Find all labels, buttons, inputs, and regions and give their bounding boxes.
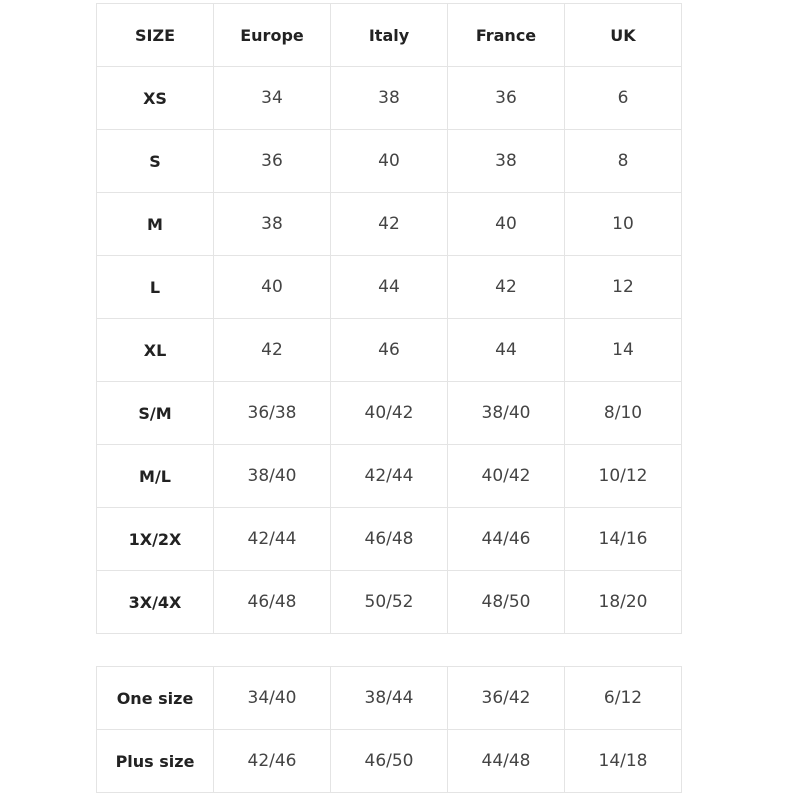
size-label: One size: [97, 667, 214, 730]
table-header-row: [97, 4, 682, 67]
uk-cell: 10/12: [565, 445, 682, 508]
uk-cell: 6: [565, 67, 682, 130]
france-cell: 38: [448, 130, 565, 193]
italy-cell: 42/44: [331, 445, 448, 508]
size-label: S/M: [97, 382, 214, 445]
size-label: 3X/4X: [97, 571, 214, 634]
uk-cell: 8/10: [565, 382, 682, 445]
table-row: [97, 508, 682, 571]
table-row: [97, 382, 682, 445]
europe-cell: 42: [214, 319, 331, 382]
france-cell: 42: [448, 256, 565, 319]
italy-cell: 50/52: [331, 571, 448, 634]
europe-cell: 42/46: [214, 730, 331, 793]
header-italy: Italy: [331, 4, 448, 67]
france-cell: 48/50: [448, 571, 565, 634]
france-cell: 36/42: [448, 667, 565, 730]
uk-cell: 6/12: [565, 667, 682, 730]
uk-cell: 8: [565, 130, 682, 193]
italy-cell: 42: [331, 193, 448, 256]
italy-cell: 40/42: [331, 382, 448, 445]
france-cell: 40: [448, 193, 565, 256]
europe-cell: 36/38: [214, 382, 331, 445]
table-row: [97, 571, 682, 634]
france-cell: 44/46: [448, 508, 565, 571]
europe-cell: 34/40: [214, 667, 331, 730]
italy-cell: 46/50: [331, 730, 448, 793]
uk-cell: 12: [565, 256, 682, 319]
size-label: XS: [97, 67, 214, 130]
italy-cell: 38: [331, 67, 448, 130]
italy-cell: 44: [331, 256, 448, 319]
france-cell: 36: [448, 67, 565, 130]
uk-cell: 14/16: [565, 508, 682, 571]
header-europe: Europe: [214, 4, 331, 67]
size-conversion-table: [96, 3, 682, 634]
size-label: 1X/2X: [97, 508, 214, 571]
europe-cell: 46/48: [214, 571, 331, 634]
italy-cell: 40: [331, 130, 448, 193]
europe-cell: 42/44: [214, 508, 331, 571]
size-label: S: [97, 130, 214, 193]
size-label: Plus size: [97, 730, 214, 793]
france-cell: 44/48: [448, 730, 565, 793]
table-row: [97, 730, 682, 793]
table-row: [97, 193, 682, 256]
table-row: [97, 256, 682, 319]
header-france: France: [448, 4, 565, 67]
uk-cell: 18/20: [565, 571, 682, 634]
france-cell: 40/42: [448, 445, 565, 508]
europe-cell: 38/40: [214, 445, 331, 508]
europe-cell: 40: [214, 256, 331, 319]
table-row: [97, 130, 682, 193]
table-row: [97, 445, 682, 508]
header-size: SIZE: [97, 4, 214, 67]
italy-cell: 46/48: [331, 508, 448, 571]
italy-cell: 38/44: [331, 667, 448, 730]
table-row: [97, 319, 682, 382]
one-size-plus-size-table: [96, 666, 682, 793]
italy-cell: 46: [331, 319, 448, 382]
uk-cell: 14: [565, 319, 682, 382]
table-row: [97, 67, 682, 130]
europe-cell: 38: [214, 193, 331, 256]
uk-cell: 14/18: [565, 730, 682, 793]
europe-cell: 34: [214, 67, 331, 130]
france-cell: 44: [448, 319, 565, 382]
size-label: L: [97, 256, 214, 319]
table-row: [97, 667, 682, 730]
header-uk: UK: [565, 4, 682, 67]
uk-cell: 10: [565, 193, 682, 256]
size-label: M: [97, 193, 214, 256]
size-table-body: [97, 4, 682, 634]
size-label: M/L: [97, 445, 214, 508]
europe-cell: 36: [214, 130, 331, 193]
size-label: XL: [97, 319, 214, 382]
france-cell: 38/40: [448, 382, 565, 445]
extra-table-body: [97, 667, 682, 793]
